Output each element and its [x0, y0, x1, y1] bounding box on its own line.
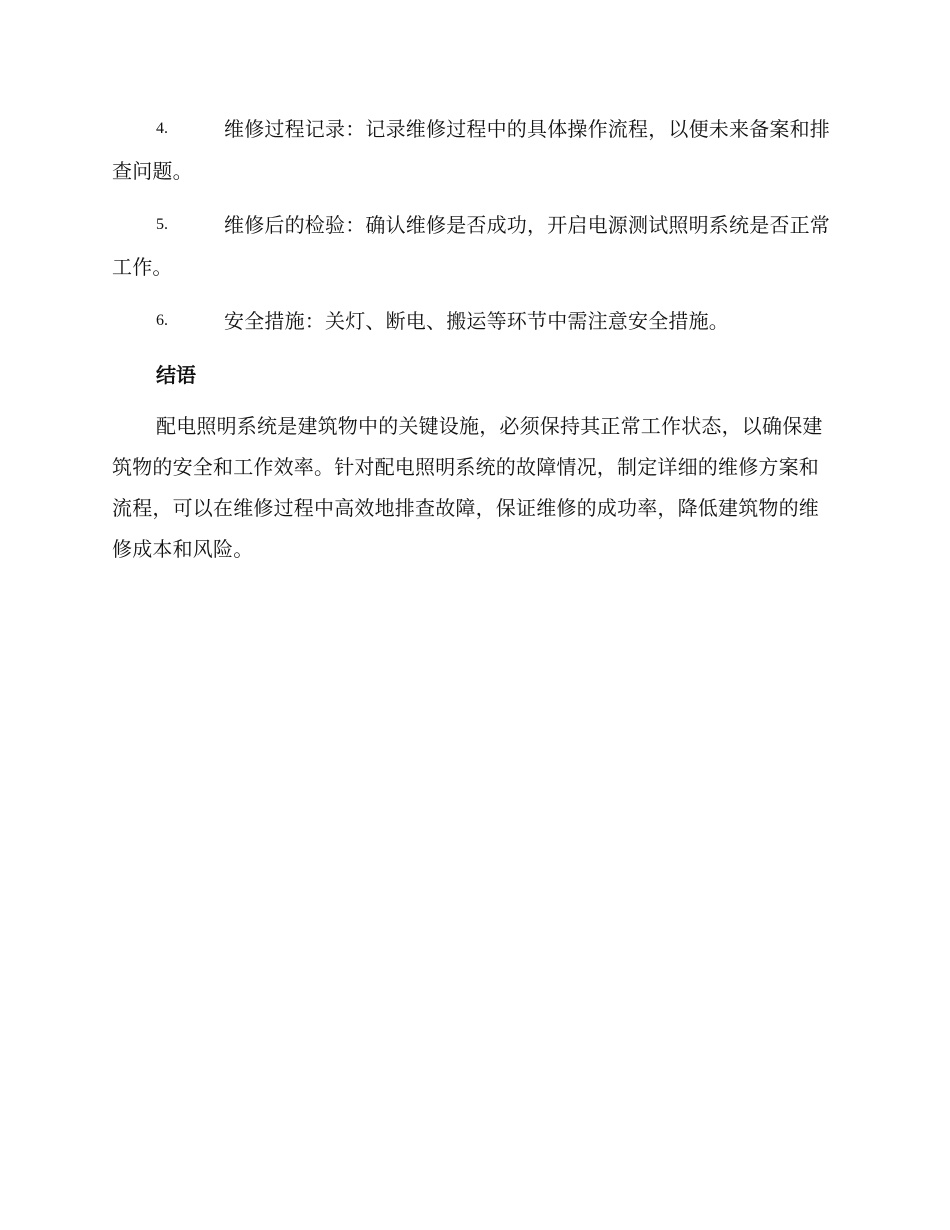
document-content	[112, 108, 832, 570]
list-number-6: 6.	[156, 312, 168, 329]
list-item-5	[112, 204, 832, 288]
list-text-4: 维修过程记录：记录维修过程中的具体操作流程，以便未来备案和排查问题。	[112, 117, 830, 183]
list-item-4	[112, 108, 832, 192]
list-text-5: 维修后的检验：确认维修是否成功，开启电源测试照明系统是否正常工作。	[112, 213, 830, 279]
list-number-4: 4.	[156, 120, 168, 137]
conclusion-paragraph: 配电照明系统是建筑物中的关键设施，必须保持其正常工作状态，以确保建筑物的安全和工作效率。针对配电照明系统的故障情况，制定详细的维修方案和流程，可以在维修过程中高效地排查故障，保证维修的成功率，降低建筑物的维修成本和风险。	[112, 414, 823, 561]
conclusion-heading: 结语	[156, 363, 196, 387]
list-text-6: 安全措施：关灯、断电、搬运等环节中需注意安全措施。	[224, 309, 729, 333]
list-number-5: 5.	[156, 216, 168, 233]
list-item-6	[112, 300, 832, 342]
